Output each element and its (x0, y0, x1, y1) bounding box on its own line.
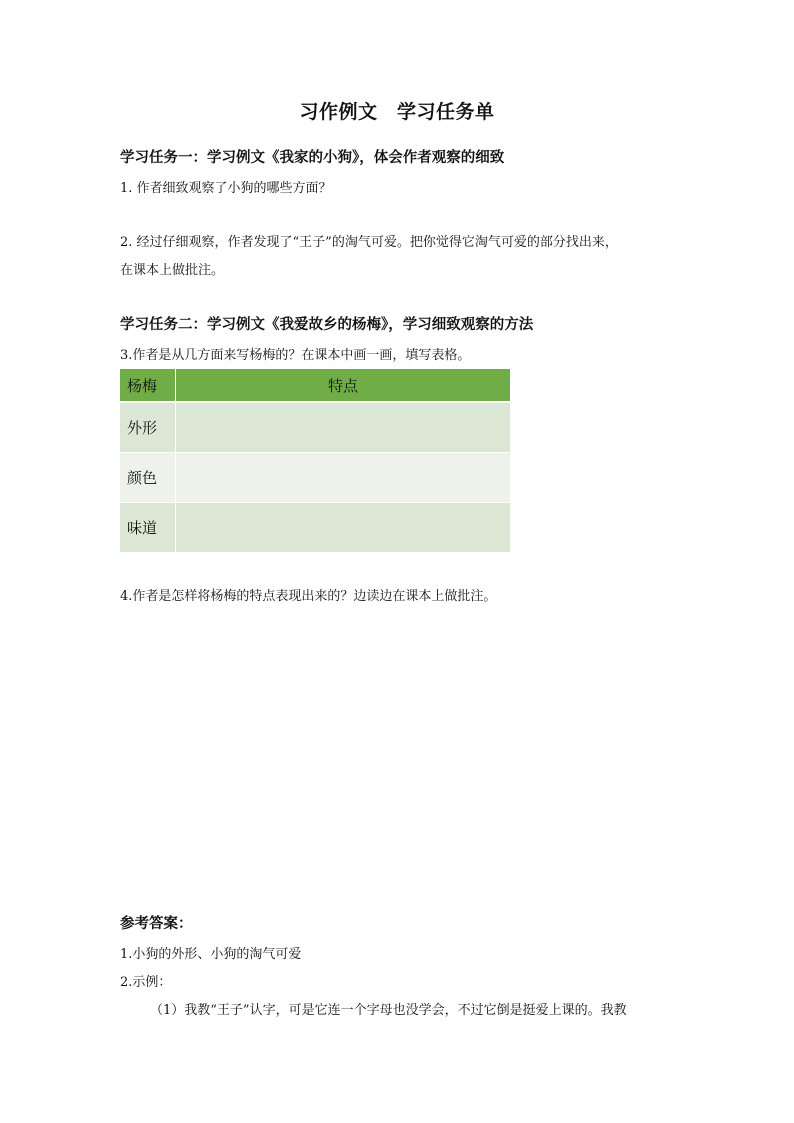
table-row (120, 453, 510, 503)
row-value-taste[interactable] (176, 503, 511, 553)
question-3: 3.作者是从几方面来写杨梅的？在课本中画一画，填写表格。 (120, 348, 471, 363)
row-label-taste: 味道 (120, 503, 176, 553)
question-4: 4.作者是怎样将杨梅的特点表现出来的？边读边在课本上做批注。 (120, 589, 497, 604)
question-1: 1. 作者细致观察了小狗的哪些方面？ (120, 181, 332, 196)
yangmei-feature-table (120, 369, 510, 553)
row-label-color: 颜色 (120, 453, 176, 503)
answers-heading: 参考答案： (120, 915, 193, 932)
answer-2-detail: （1）我教“王子”认字，可是它连一个字母也没学会，不过它倒是挺爱上课的。我教 (150, 1003, 627, 1018)
answer-1: 1.小狗的外形、小狗的淘气可爱 (120, 947, 302, 962)
page-title: 习作例文 学习任务单 (299, 101, 495, 123)
table-row (120, 503, 510, 553)
task1-heading: 学习任务一：学习例文《我家的小狗》，体会作者观察的细致 (120, 149, 505, 166)
table-header-yangmei: 杨梅 (120, 369, 176, 402)
question-2-line-1: 2. 经过仔细观察，作者发现了“王子”的淘气可爱。把你觉得它淘气可爱的部分找出来， (120, 235, 618, 250)
row-label-shape: 外形 (120, 402, 176, 453)
question-2-line-2: 在课本上做批注。 (120, 263, 225, 278)
answer-2: 2.示例： (120, 975, 172, 990)
task2-heading: 学习任务二：学习例文《我爱故乡的杨梅》，学习细致观察的方法 (120, 316, 534, 333)
table-header-feature: 特点 (176, 369, 511, 402)
row-value-color[interactable] (176, 453, 511, 503)
row-value-shape[interactable] (176, 402, 511, 453)
table-header-row (120, 369, 510, 402)
table-row (120, 402, 510, 453)
